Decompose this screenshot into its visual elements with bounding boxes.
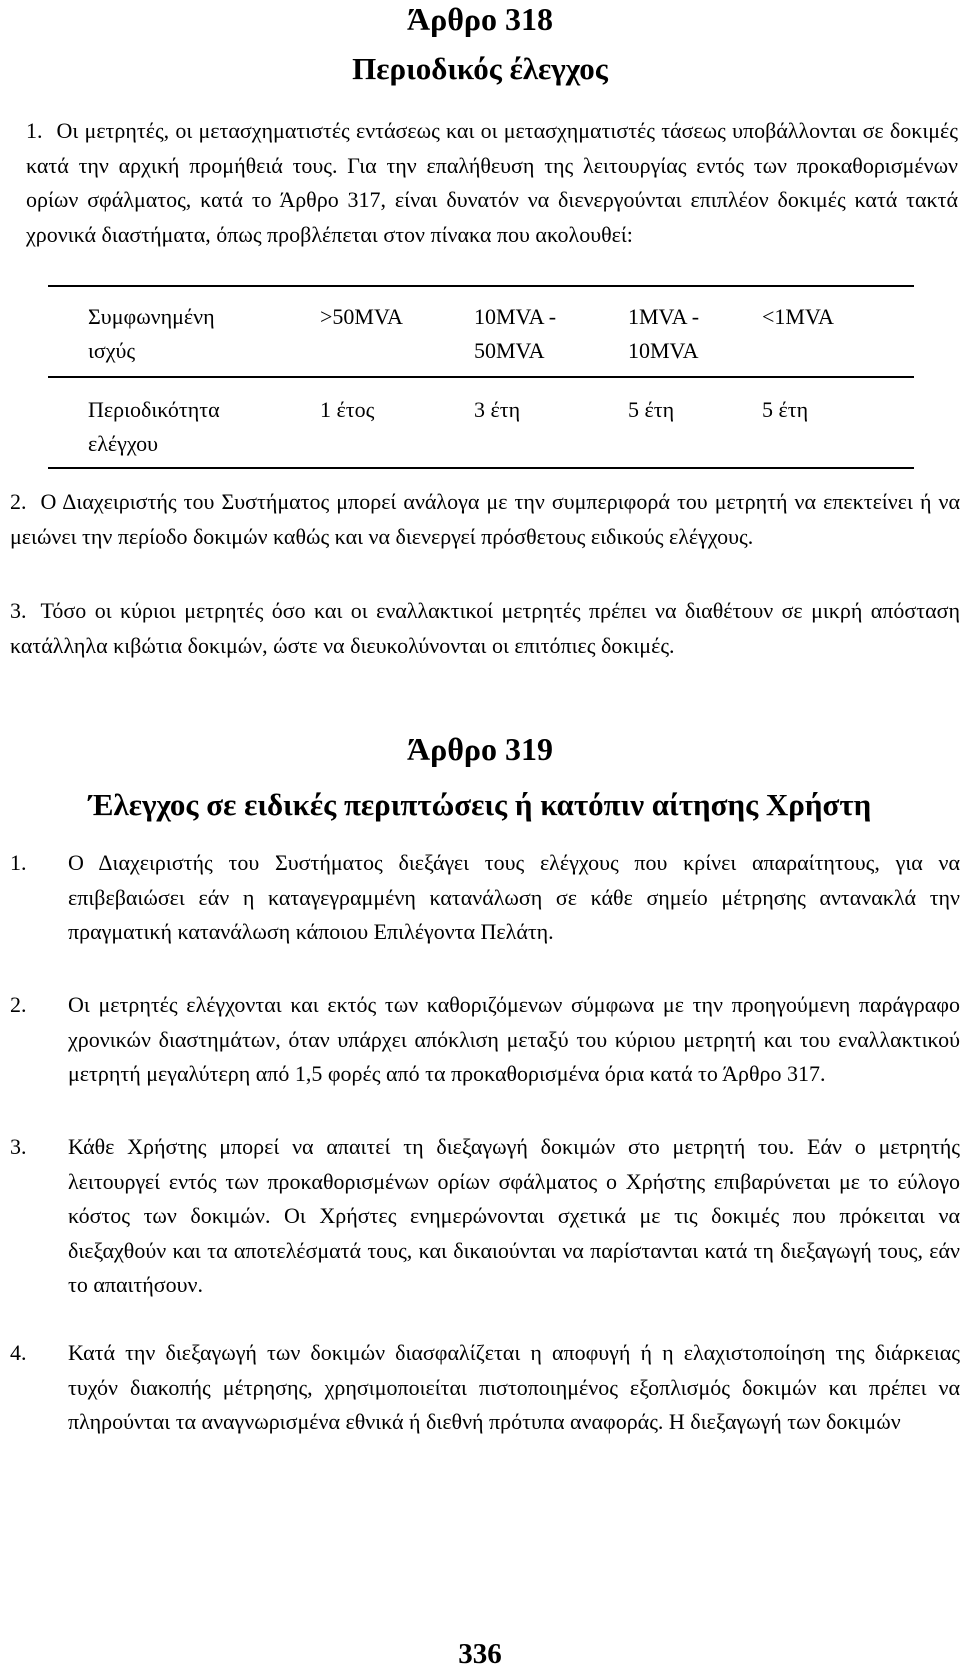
table-cell: >50MVA [320,304,403,329]
paragraph-number: 2. [10,489,27,514]
article-319-title: Άρθρο 319 [406,731,554,767]
table-cell: 5 έτη [762,397,809,422]
paragraph-text: Ο Διαχειριστής του Συστήματος διεξάγει τους ελέγχους που κρίνει απαραίτητους, για να επιβεβαιώσει εάν η καταγεγραμμένη κατανάλωση σε κάθε σημείο μέτρησης αντανακλά την πραγματική κατανάλωση κάποιου Επιλέγοντα Πελάτη. [68,850,960,944]
article-319-paragraph-4 [10,1336,960,1440]
table-rule-top [48,285,914,287]
page-number: 336 [458,1638,502,1670]
paragraph-text: Κάθε Χρήστης μπορεί να απαιτεί τη διεξαγωγή δοκιμών στο μετρητή του. Εάν ο μετρητής λειτουργεί εντός των προκαθορισμένων ορίων σφάλματος ο Χρήστης επιβαρύνεται με το εύλογο κόστος των δοκιμών. Οι Χρήστες ενημερώνονται σχετικά με τις δοκιμές που πρόκειται να διεξαχθούν και τα αποτελέσματά τους, και δικαιούνται να παρίστανται κατά τη διεξαγωγή τους, εάν το απαιτήσουν. [68,1134,960,1297]
table-cell: <1MVA [762,304,834,329]
article-319-paragraph-2 [10,988,960,1092]
article-319-paragraph-1 [10,846,960,950]
article-319-paragraph-3 [10,1130,960,1303]
table-row-label: Συμφωνημένη ισχύς [88,304,215,363]
paragraph-number: 3. [10,598,27,623]
paragraph-number: 1. [26,118,43,143]
paragraph-number: 2. [10,992,27,1017]
article-318-title: Άρθρο 318 [406,1,554,37]
paragraph-text: Οι μετρητές ελέγχονται και εκτός των καθοριζόμενων σύμφωνα με την προηγούμενη παράγραφο χρονικών διαστημάτων, όταν υπάρχει απόκλιση μεταξύ του κύριου μετρητή και του εναλλακτικού μετρητή μεγαλύτερη από 1,5 φορές από τα προκαθορισμένα όρια κατά το Άρθρο 317. [68,992,960,1086]
paragraph-number: 1. [10,850,27,875]
article-319-subtitle: Έλεγχος σε ειδικές περιπτώσεις ή κατόπιν αίτησης Χρήστη [88,787,872,822]
table-cell: 5 έτη [628,397,675,422]
paragraph-text: Ο Διαχειριστής του Συστήματος μπορεί ανάλογα με την συμπεριφορά του μετρητή να επεκτείνει ή να μειώνει την περίοδο δοκιμών καθώς και να διενεργεί πρόσθετους ειδικούς ελέγχους. [10,489,960,549]
article-318-paragraph-1 [26,114,958,252]
table-cell: 1MVA - 10MVA [628,304,700,363]
article-318-paragraph-3 [10,594,960,663]
table-rule-bottom [48,467,914,469]
paragraph-text: Τόσο οι κύριοι μετρητές όσο και οι εναλλακτικοί μετρητές πρέπει να διαθέτουν σε μικρή απόσταση κατάλληλα κιβώτια δοκιμών, ώστε να διευκολύνονται οι επιτόπιες δοκιμές. [10,598,960,658]
paragraph-text: Κατά την διεξαγωγή των δοκιμών διασφαλίζεται η αποφυγή ή η ελαχιστοποίηση της διάρκειας τυχόν διακοπής μέτρησης, χρησιμοποιείται πιστοποιημένος εξοπλισμός δοκιμών και πρέπει να πληρούνται τα αναγνωρισμένα εθνικά ή διεθνή πρότυπα αναφοράς. Η διεξαγωγή των δοκιμών [68,1340,960,1434]
article-318-subtitle: Περιοδικός έλεγχος [352,51,608,86]
paragraph-number: 3. [10,1134,27,1159]
table-cell: 10MVA - 50MVA [474,304,557,363]
article-318-paragraph-2 [10,485,960,554]
paragraph-number: 4. [10,1340,27,1365]
table-cell: 1 έτος [320,397,375,422]
table-rule-middle [48,376,914,378]
table-cell: 3 έτη [474,397,521,422]
table-row-label: Περιοδικότητα ελέγχου [88,397,220,456]
paragraph-text: Οι μετρητές, οι μετασχηματιστές εντάσεως και οι μετασχηματιστές τάσεως υποβάλλονται σε δοκιμές κατά την αρχική προμήθειά τους. Για την επαλήθευση της λειτουργίας εντός των προκαθορισμένων ορίων σφάλματος, κατά το Άρθρο 317, είναι δυνατόν να διενεργούνται επιπλέον δοκιμές κατά τακτά χρονικά διαστήματα, όπως προβλέπεται στον πίνακα που ακολουθεί: [26,118,958,247]
